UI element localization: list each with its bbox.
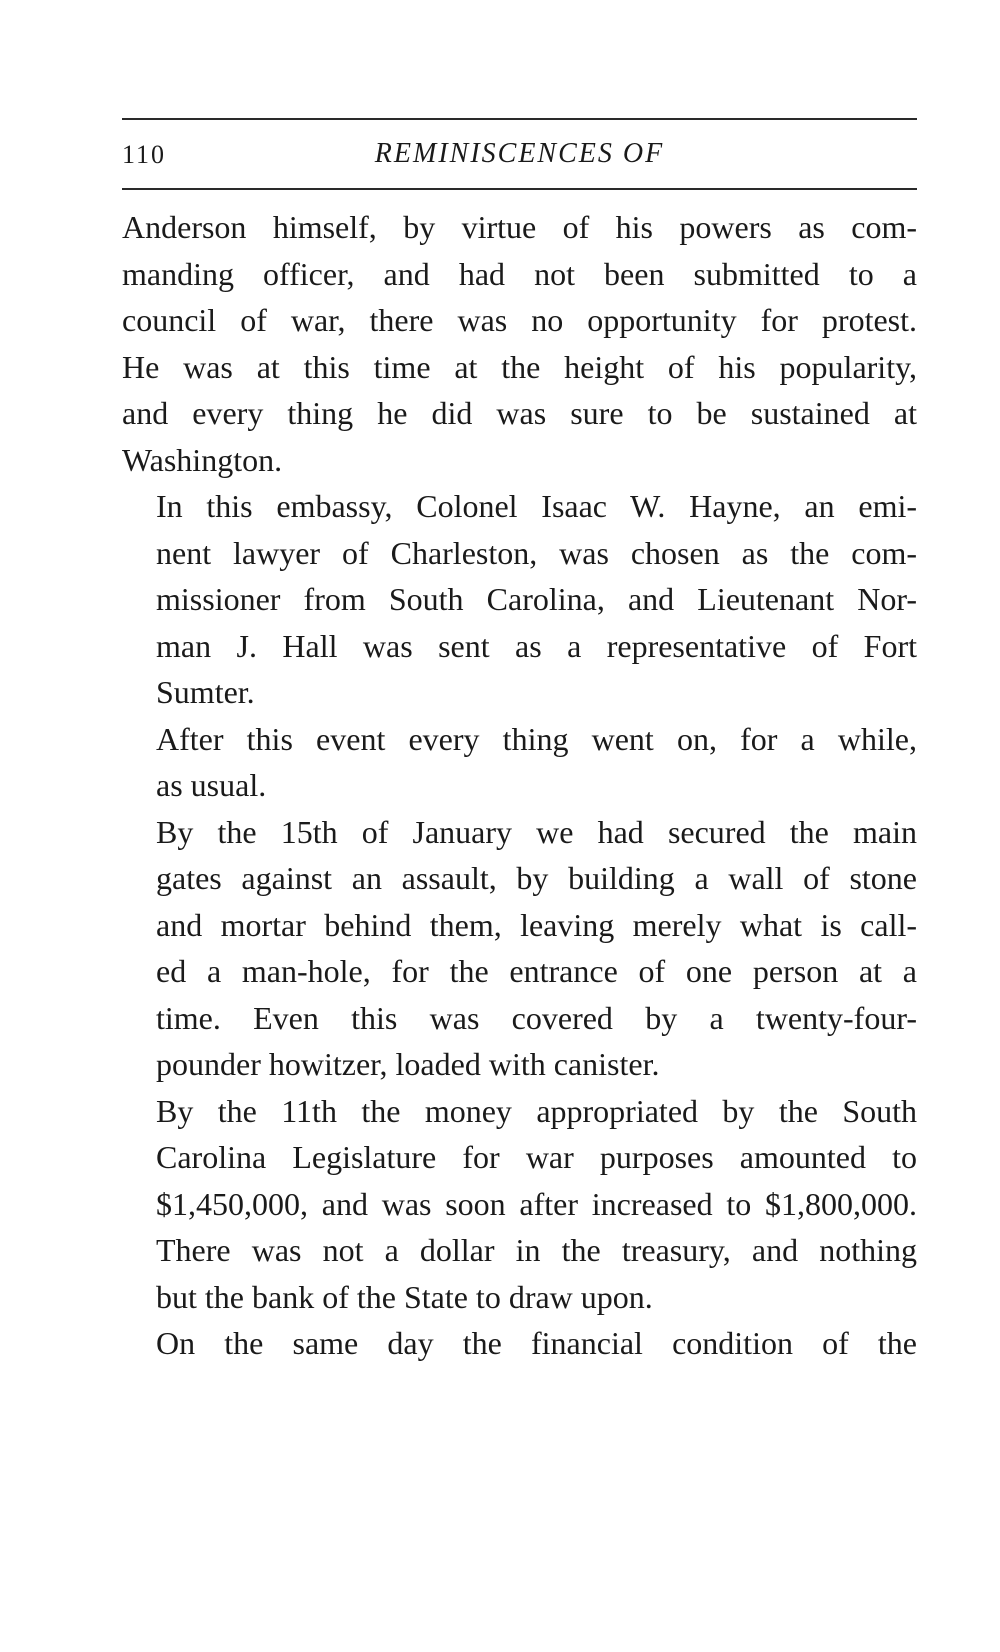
text-line: Sumter. bbox=[156, 674, 255, 710]
paragraph bbox=[122, 483, 917, 716]
text-line: and every thing he did was sure to be sustained at bbox=[122, 395, 917, 431]
text-line: After this event every thing went on, for a while, bbox=[156, 720, 917, 757]
text-line: On the same day the financial condition of the bbox=[156, 1325, 917, 1361]
text-line: and mortar behind them, leaving merely what is call- bbox=[156, 906, 917, 943]
text-line: pounder howitzer, loaded with canister. bbox=[156, 1046, 660, 1082]
text-line: council of war, there was no opportunity for protest. bbox=[122, 302, 917, 338]
running-title: REMINISCENCES OF bbox=[374, 138, 665, 169]
text-line: ed a man-hole, for the entrance of one person at a bbox=[156, 953, 917, 989]
header-bottom-rule bbox=[122, 188, 917, 190]
running-head bbox=[122, 120, 917, 188]
book-page bbox=[122, 118, 917, 1367]
text-line: By the 15th of January we had secured the main bbox=[156, 813, 917, 850]
text-line: Carolina Legislature for war purposes amounted to bbox=[156, 1139, 917, 1175]
text-line: There was not a dollar in the treasury, and nothing bbox=[156, 1232, 917, 1268]
text-line: In this embassy, Colonel Isaac W. Hayne, an emi- bbox=[156, 488, 917, 524]
body-text bbox=[122, 204, 917, 1367]
text-line: Anderson himself, by virtue of his powers as com- bbox=[122, 209, 917, 245]
paragraph bbox=[122, 204, 917, 483]
text-line: time. Even this was covered by a twenty-four- bbox=[156, 999, 917, 1036]
paragraph bbox=[122, 1088, 917, 1321]
paragraph bbox=[122, 1320, 917, 1367]
text-line: man J. Hall was sent as a representative of Fort bbox=[156, 627, 917, 664]
text-line: $1,450,000, and was soon after increased to $1,800,000. bbox=[156, 1185, 917, 1222]
text-line: nent lawyer of Charleston, was chosen as the com- bbox=[156, 534, 917, 571]
text-line: but the bank of the State to draw upon. bbox=[156, 1278, 653, 1315]
text-line: missioner from South Carolina, and Lieutenant Nor- bbox=[156, 581, 917, 617]
text-line: He was at this time at the height of his popularity, bbox=[122, 348, 917, 385]
text-line: By the 11th the money appropriated by the South bbox=[156, 1092, 917, 1129]
paragraph bbox=[122, 809, 917, 1088]
text-line: gates against an assault, by building a wall of stone bbox=[156, 860, 917, 896]
text-line: as usual. bbox=[156, 767, 267, 803]
paragraph bbox=[122, 716, 917, 809]
text-line: Washington. bbox=[122, 441, 283, 478]
text-line: manding officer, and had not been submitted to a bbox=[122, 255, 917, 292]
page-number: 110 bbox=[122, 140, 167, 169]
